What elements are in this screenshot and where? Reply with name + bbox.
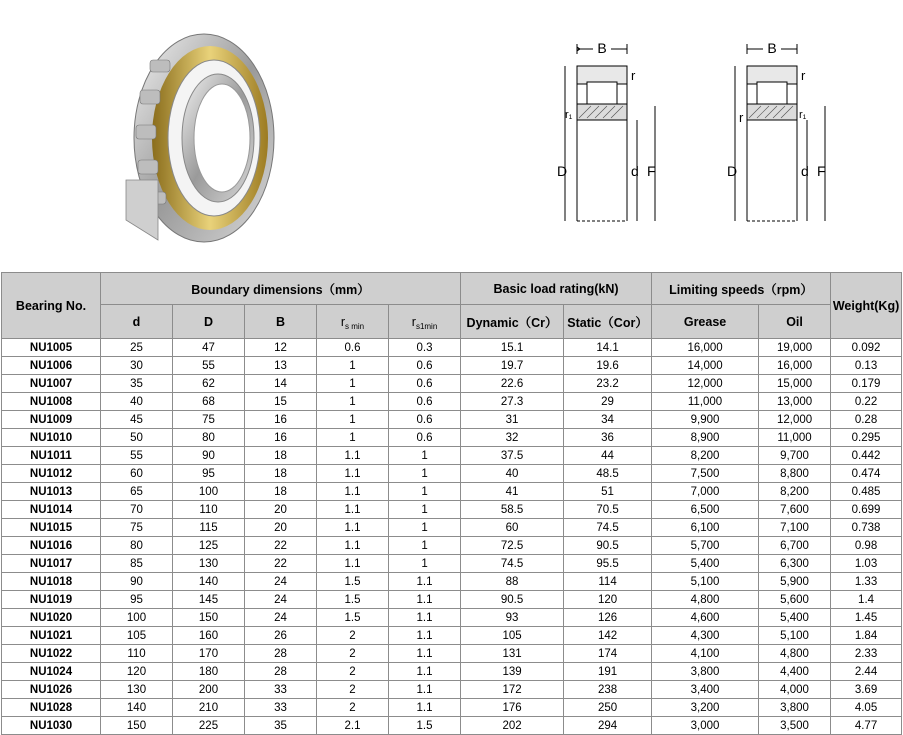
table-cell: 1.5 (317, 573, 389, 591)
table-cell: 22.6 (461, 375, 564, 393)
table-cell: 1 (389, 447, 461, 465)
table-cell: 130 (173, 555, 245, 573)
table-cell: 40 (461, 465, 564, 483)
table-cell: 74.5 (564, 519, 652, 537)
table-cell: 120 (101, 663, 173, 681)
table-cell: 24 (245, 591, 317, 609)
table-cell: 0.6 (389, 411, 461, 429)
table-cell: 35 (101, 375, 173, 393)
header-basic-load-rating: Basic load rating(kN) (461, 273, 652, 305)
table-cell: 6,500 (652, 501, 759, 519)
bearing-number-cell: NU1014 (2, 501, 101, 519)
table-cell: 19.6 (564, 357, 652, 375)
table-cell: 12,000 (652, 375, 759, 393)
bearing-number-cell: NU1021 (2, 627, 101, 645)
table-cell: 1.1 (389, 699, 461, 717)
table-cell: 45 (101, 411, 173, 429)
cross-section-diagram-1 (555, 36, 675, 226)
table-cell: 110 (101, 645, 173, 663)
table-cell: 33 (245, 699, 317, 717)
table-cell: 3,800 (652, 663, 759, 681)
table-cell: 14,000 (652, 357, 759, 375)
table-cell: 95 (173, 465, 245, 483)
table-cell: 0.6 (389, 393, 461, 411)
col-grease: Grease (652, 305, 759, 339)
table-cell: 16 (245, 429, 317, 447)
table-cell: 75 (101, 519, 173, 537)
diagram-label-d: d (631, 163, 639, 179)
table-cell: 3.69 (831, 681, 902, 699)
table-cell: 0.179 (831, 375, 902, 393)
bearing-number-cell: NU1010 (2, 429, 101, 447)
table-row (2, 627, 902, 645)
table-cell: 250 (564, 699, 652, 717)
table-cell: 0.485 (831, 483, 902, 501)
table-cell: 44 (564, 447, 652, 465)
table-row (2, 429, 902, 447)
diagram-label-B: B (597, 40, 607, 56)
table-row (2, 447, 902, 465)
table-cell: 1.1 (317, 465, 389, 483)
diagram2-label-B: B (767, 40, 777, 56)
table-cell: 5,400 (759, 609, 831, 627)
table-row (2, 465, 902, 483)
table-cell: 18 (245, 465, 317, 483)
table-cell: 50 (101, 429, 173, 447)
col-rs1-min: $r_{s1min}$ (389, 305, 461, 339)
col-d: d (101, 305, 173, 339)
table-cell: 5,700 (652, 537, 759, 555)
col-B: B (245, 305, 317, 339)
table-cell: 3,000 (652, 717, 759, 735)
bearing-number-cell: NU1026 (2, 681, 101, 699)
table-cell: 23.2 (564, 375, 652, 393)
table-row (2, 645, 902, 663)
table-cell: 11,000 (652, 393, 759, 411)
table-cell: 88 (461, 573, 564, 591)
table-cell: 68 (173, 393, 245, 411)
table-cell: 15,000 (759, 375, 831, 393)
table-cell: 8,900 (652, 429, 759, 447)
table-cell: 180 (173, 663, 245, 681)
table-cell: 4,400 (759, 663, 831, 681)
table-cell: 140 (101, 699, 173, 717)
table-cell: 15 (245, 393, 317, 411)
table-cell: 110 (173, 501, 245, 519)
bearing-number-cell: NU1011 (2, 447, 101, 465)
table-cell: 2 (317, 627, 389, 645)
bearing-photo (118, 30, 288, 248)
table-cell: 12,000 (759, 411, 831, 429)
table-cell: 0.13 (831, 357, 902, 375)
table-cell: 0.28 (831, 411, 902, 429)
table-cell: 40 (101, 393, 173, 411)
table-cell: 3,500 (759, 717, 831, 735)
table-cell: 7,600 (759, 501, 831, 519)
table-cell: 5,600 (759, 591, 831, 609)
table-cell: 29 (564, 393, 652, 411)
table-cell: 126 (564, 609, 652, 627)
table-cell: 72.5 (461, 537, 564, 555)
bearing-number-cell: NU1006 (2, 357, 101, 375)
col-static: Static（Cor） (564, 305, 652, 339)
diagram2-label-d: d (801, 163, 809, 179)
table-cell: 2 (317, 663, 389, 681)
table-cell: 5,100 (759, 627, 831, 645)
table-cell: 1.5 (389, 717, 461, 735)
table-row (2, 555, 902, 573)
table-cell: 55 (101, 447, 173, 465)
table-cell: 30 (101, 357, 173, 375)
table-row (2, 537, 902, 555)
table-row (2, 699, 902, 717)
table-cell: 174 (564, 645, 652, 663)
table-cell: 32 (461, 429, 564, 447)
table-cell: 0.738 (831, 519, 902, 537)
table-cell: 4,800 (652, 591, 759, 609)
table-cell: 37.5 (461, 447, 564, 465)
table-cell: 41 (461, 483, 564, 501)
table-cell: 0.699 (831, 501, 902, 519)
table-cell: 90 (173, 447, 245, 465)
table-row (2, 573, 902, 591)
table-cell: 140 (173, 573, 245, 591)
table-row (2, 519, 902, 537)
table-cell: 1.5 (317, 591, 389, 609)
table-cell: 47 (173, 339, 245, 357)
table-cell: 1.1 (389, 609, 461, 627)
bearing-number-cell: NU1015 (2, 519, 101, 537)
table-cell: 191 (564, 663, 652, 681)
table-cell: 1.1 (389, 627, 461, 645)
table-cell: 4,300 (652, 627, 759, 645)
table-cell: 28 (245, 645, 317, 663)
table-cell: 14 (245, 375, 317, 393)
table-cell: 6,300 (759, 555, 831, 573)
bearing-number-cell: NU1019 (2, 591, 101, 609)
table-cell: 9,900 (652, 411, 759, 429)
table-row (2, 681, 902, 699)
table-cell: 105 (461, 627, 564, 645)
table-cell: 145 (173, 591, 245, 609)
table-cell: 0.442 (831, 447, 902, 465)
table-cell: 1 (389, 537, 461, 555)
table-row (2, 663, 902, 681)
table-row (2, 339, 902, 357)
table-cell: 36 (564, 429, 652, 447)
table-cell: 0.98 (831, 537, 902, 555)
diagram2-label-r1: r₁ (799, 109, 807, 121)
table-cell: 4,800 (759, 645, 831, 663)
table-cell: 2.1 (317, 717, 389, 735)
table-cell: 1.1 (317, 483, 389, 501)
table-cell: 48.5 (564, 465, 652, 483)
table-cell: 0.295 (831, 429, 902, 447)
table-row (2, 357, 902, 375)
table-cell: 0.22 (831, 393, 902, 411)
table-cell: 1.1 (317, 537, 389, 555)
table-cell: 4,000 (759, 681, 831, 699)
table-cell: 16,000 (759, 357, 831, 375)
table-cell: 1 (317, 411, 389, 429)
table-cell: 1.84 (831, 627, 902, 645)
table-cell: 172 (461, 681, 564, 699)
table-cell: 24 (245, 609, 317, 627)
table-cell: 90.5 (564, 537, 652, 555)
table-cell: 210 (173, 699, 245, 717)
table-cell: 58.5 (461, 501, 564, 519)
table-cell: 6,100 (652, 519, 759, 537)
bearing-number-cell: NU1020 (2, 609, 101, 627)
table-cell: 75 (173, 411, 245, 429)
table-cell: 1.5 (317, 609, 389, 627)
table-row (2, 717, 902, 735)
table-cell: 150 (173, 609, 245, 627)
col-oil: Oil (759, 305, 831, 339)
table-cell: 202 (461, 717, 564, 735)
table-cell: 4,100 (652, 645, 759, 663)
bearing-number-cell: NU1005 (2, 339, 101, 357)
table-cell: 1 (389, 555, 461, 573)
table-cell: 95.5 (564, 555, 652, 573)
table-cell: 34 (564, 411, 652, 429)
table-cell: 13 (245, 357, 317, 375)
table-cell: 8,800 (759, 465, 831, 483)
table-cell: 8,200 (759, 483, 831, 501)
table-cell: 114 (564, 573, 652, 591)
table-cell: 51 (564, 483, 652, 501)
table-cell: 31 (461, 411, 564, 429)
table-cell: 16,000 (652, 339, 759, 357)
table-cell: 4.05 (831, 699, 902, 717)
table-cell: 100 (101, 609, 173, 627)
table-row (2, 411, 902, 429)
table-cell: 60 (461, 519, 564, 537)
table-cell: 1.1 (389, 663, 461, 681)
table-cell: 1.1 (317, 555, 389, 573)
col-dynamic: Dynamic（Cr） (461, 305, 564, 339)
table-cell: 139 (461, 663, 564, 681)
table-cell: 1.1 (389, 591, 461, 609)
table-row (2, 501, 902, 519)
table-cell: 85 (101, 555, 173, 573)
table-cell: 60 (101, 465, 173, 483)
bearing-number-cell: NU1018 (2, 573, 101, 591)
table-cell: 1.1 (389, 645, 461, 663)
table-cell: 20 (245, 501, 317, 519)
header-boundary-dimensions: Boundary dimensions（mm） (101, 273, 461, 305)
product-header-area (0, 0, 903, 272)
table-cell: 2 (317, 645, 389, 663)
header-weight: Weight(Kg) (831, 273, 902, 339)
table-cell: 1.45 (831, 609, 902, 627)
table-cell: 18 (245, 483, 317, 501)
table-cell: 0.6 (389, 429, 461, 447)
table-cell: 80 (101, 537, 173, 555)
table-cell: 120 (564, 591, 652, 609)
table-cell: 15.1 (461, 339, 564, 357)
table-cell: 5,900 (759, 573, 831, 591)
table-cell: 2.44 (831, 663, 902, 681)
table-cell: 1 (389, 465, 461, 483)
table-cell: 294 (564, 717, 652, 735)
table-cell: 1 (317, 393, 389, 411)
table-cell: 1.33 (831, 573, 902, 591)
table-cell: 13,000 (759, 393, 831, 411)
table-cell: 1 (317, 357, 389, 375)
bearing-spec-table (1, 272, 902, 735)
table-cell: 25 (101, 339, 173, 357)
table-cell: 24 (245, 573, 317, 591)
table-cell: 160 (173, 627, 245, 645)
table-cell: 0.092 (831, 339, 902, 357)
table-cell: 3,800 (759, 699, 831, 717)
table-cell: 7,500 (652, 465, 759, 483)
diagram-label-D: D (557, 163, 568, 179)
table-cell: 62 (173, 375, 245, 393)
table-cell: 74.5 (461, 555, 564, 573)
table-cell: 1 (317, 429, 389, 447)
table-cell: 0.474 (831, 465, 902, 483)
bearing-number-cell: NU1022 (2, 645, 101, 663)
table-cell: 27.3 (461, 393, 564, 411)
table-body (2, 339, 902, 735)
table-cell: 4,600 (652, 609, 759, 627)
table-cell: 176 (461, 699, 564, 717)
table-cell: 3,400 (652, 681, 759, 699)
bearing-number-cell: NU1016 (2, 537, 101, 555)
table-cell: 8,200 (652, 447, 759, 465)
table-cell: 0.6 (389, 357, 461, 375)
table-cell: 2 (317, 699, 389, 717)
diagram2-label-r: r (801, 68, 806, 83)
bearing-number-cell: NU1007 (2, 375, 101, 393)
table-cell: 131 (461, 645, 564, 663)
table-cell: 2 (317, 681, 389, 699)
table-cell: 33 (245, 681, 317, 699)
table-row (2, 609, 902, 627)
table-cell: 1 (389, 501, 461, 519)
table-cell: 125 (173, 537, 245, 555)
cross-section-diagram-2 (723, 36, 843, 226)
table-cell: 1 (389, 519, 461, 537)
diagram-label-r1: r₁ (565, 109, 573, 121)
diagram2-label-F: F (817, 163, 826, 179)
table-cell: 7,000 (652, 483, 759, 501)
table-cell: 1.1 (389, 681, 461, 699)
table-cell: 1 (317, 375, 389, 393)
bearing-number-cell: NU1012 (2, 465, 101, 483)
table-cell: 80 (173, 429, 245, 447)
diagram2-label-D: D (727, 163, 738, 179)
table-cell: 90 (101, 573, 173, 591)
table-cell: 19.7 (461, 357, 564, 375)
bearing-number-cell: NU1008 (2, 393, 101, 411)
table-cell: 18 (245, 447, 317, 465)
col-D: D (173, 305, 245, 339)
table-cell: 26 (245, 627, 317, 645)
table-cell: 2.33 (831, 645, 902, 663)
table-cell: 14.1 (564, 339, 652, 357)
table-cell: 65 (101, 483, 173, 501)
table-cell: 7,100 (759, 519, 831, 537)
bearing-number-cell: NU1028 (2, 699, 101, 717)
table-cell: 170 (173, 645, 245, 663)
table-cell: 1.4 (831, 591, 902, 609)
table-cell: 28 (245, 663, 317, 681)
table-cell: 35 (245, 717, 317, 735)
diagram-label-F: F (647, 163, 656, 179)
table-cell: 0.6 (389, 375, 461, 393)
table-cell: 130 (101, 681, 173, 699)
table-cell: 1.1 (389, 573, 461, 591)
table-cell: 1.1 (317, 519, 389, 537)
table-cell: 105 (101, 627, 173, 645)
table-cell: 3,200 (652, 699, 759, 717)
table-cell: 150 (101, 717, 173, 735)
table-cell: 11,000 (759, 429, 831, 447)
table-cell: 70 (101, 501, 173, 519)
table-row (2, 393, 902, 411)
diagram2-label-r: r (739, 110, 744, 125)
bearing-number-cell: NU1030 (2, 717, 101, 735)
table-cell: 200 (173, 681, 245, 699)
bearing-number-cell: NU1009 (2, 411, 101, 429)
table-row (2, 591, 902, 609)
table-cell: 0.3 (389, 339, 461, 357)
table-cell: 225 (173, 717, 245, 735)
table-cell: 6,700 (759, 537, 831, 555)
table-cell: 5,400 (652, 555, 759, 573)
table-cell: 5,100 (652, 573, 759, 591)
table-cell: 142 (564, 627, 652, 645)
table-cell: 55 (173, 357, 245, 375)
table-cell: 22 (245, 555, 317, 573)
table-cell: 9,700 (759, 447, 831, 465)
table-cell: 1.1 (317, 447, 389, 465)
bearing-number-cell: NU1024 (2, 663, 101, 681)
col-rs-min: $r_{s min}$ (317, 305, 389, 339)
table-cell: 1.1 (317, 501, 389, 519)
table-cell: 16 (245, 411, 317, 429)
bearing-number-cell: NU1013 (2, 483, 101, 501)
table-cell: 12 (245, 339, 317, 357)
table-cell: 19,000 (759, 339, 831, 357)
bearing-number-cell: NU1017 (2, 555, 101, 573)
table-cell: 1.03 (831, 555, 902, 573)
header-limiting-speeds: Limiting speeds（rpm） (652, 273, 831, 305)
diagram-label-r: r (631, 68, 636, 83)
table-cell: 70.5 (564, 501, 652, 519)
table-cell: 22 (245, 537, 317, 555)
table-cell: 0.6 (317, 339, 389, 357)
table-row (2, 375, 902, 393)
table-cell: 95 (101, 591, 173, 609)
table-cell: 90.5 (461, 591, 564, 609)
table-cell: 93 (461, 609, 564, 627)
table-cell: 238 (564, 681, 652, 699)
table-cell: 20 (245, 519, 317, 537)
table-cell: 4.77 (831, 717, 902, 735)
header-bearing-no: Bearing No. (2, 273, 101, 339)
table-cell: 1 (389, 483, 461, 501)
table-cell: 100 (173, 483, 245, 501)
table-cell: 115 (173, 519, 245, 537)
table-row (2, 483, 902, 501)
